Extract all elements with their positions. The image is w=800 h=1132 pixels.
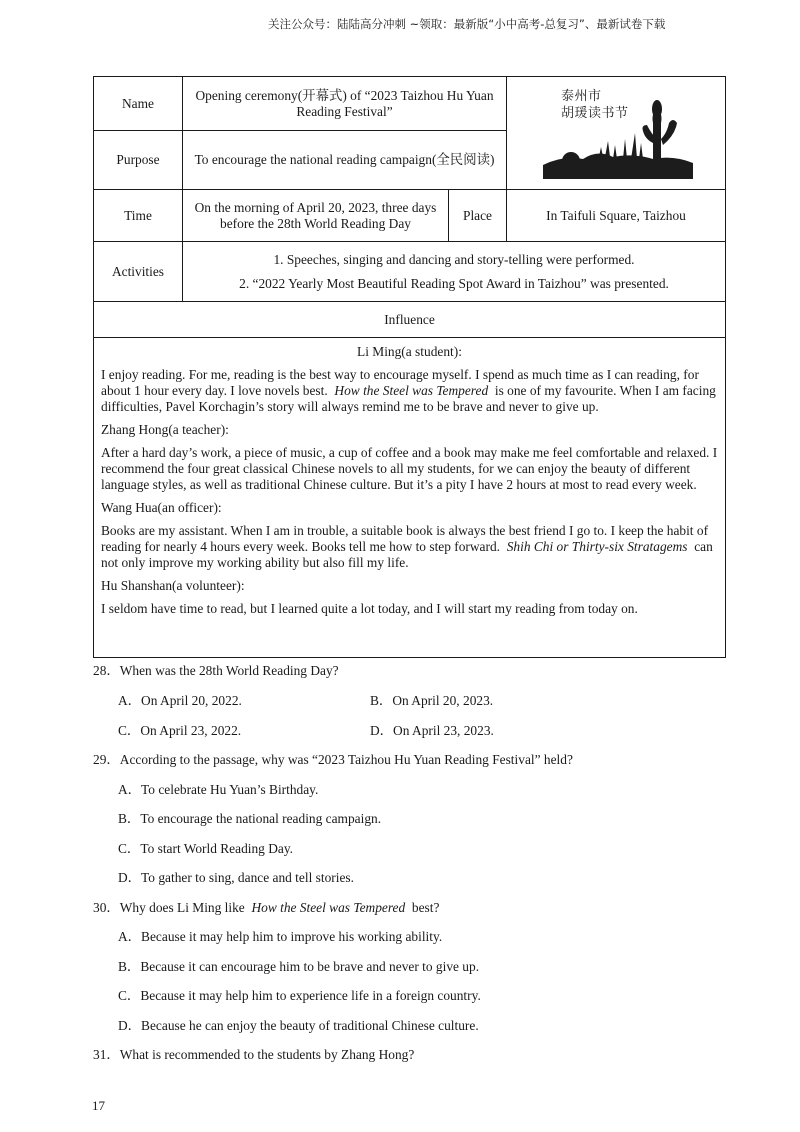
question-28: 28．When was the 28th World Reading Day? <box>93 663 339 678</box>
option-28-c[interactable]: C．On April 23, 2022. <box>118 723 242 738</box>
book-title: How the Steel was Tempered <box>251 900 406 915</box>
option-29-c[interactable]: C．To start World Reading Day. <box>118 841 294 856</box>
book-title: Shih Chi or Thirty-six Stratagems <box>506 539 688 554</box>
place-value: In Taifuli Square, Taizhou <box>507 190 726 242</box>
wang-hua-comment: Books are my assistant. When I am in trouble, a suitable book is always the best friend I go to. I keep the habit of reading for nearly 4 hours every week. Books tell me how to step forward. Shih Chi or Thirty-six Stratagems can not only improve my working ability but also fill my life. <box>101 523 713 570</box>
festival-info-table <box>93 76 725 657</box>
zhang-hong-heading: Zhang Hong(a teacher): <box>101 422 229 437</box>
option-29-a[interactable]: A．To celebrate Hu Yuan’s Birthday. <box>118 782 319 797</box>
activity-item: 1. Speeches, singing and dancing and story-telling were performed. <box>273 251 635 267</box>
zhang-hong-comment: After a hard day’s work, a piece of music, a cup of coffee and a book may make me feel comfortable and relaxed. I recommend the four great classical Chinese novels to all my students, for we can enjoy the beauty of different language styles, as well as traditional Chinese culture. But it’s a pity I have 2 hours at most to read every week. <box>101 445 718 492</box>
book-title: How the Steel was Tempered <box>334 383 489 398</box>
logo-text-festival: 胡瑗读书节 <box>561 106 629 121</box>
hu-shanshan-heading: Hu Shanshan(a volunteer): <box>101 578 245 593</box>
time-label: Time <box>94 190 183 242</box>
festival-logo <box>507 77 726 190</box>
purpose-label: Purpose <box>94 131 183 190</box>
name-label: Name <box>94 77 183 131</box>
wang-hua-heading: Wang Hua(an officer): <box>101 500 222 515</box>
time-value: On the morning of April 20, 2023, three days before the 28th World Reading Day <box>183 190 449 242</box>
page-number: 17 <box>92 1098 105 1113</box>
influence-comments <box>94 338 726 658</box>
influence-label: Influence <box>94 302 726 338</box>
li-ming-heading: Li Ming(a student): <box>357 344 462 359</box>
name-value: Opening ceremony(开幕式) of “2023 Taizhou Hu Yuan Reading Festival” <box>183 77 507 131</box>
option-30-a[interactable]: A．Because it may help him to improve his working ability. <box>118 929 443 944</box>
li-ming-comment: I enjoy reading. For me, reading is the best way to encourage myself. I spend as much time as I can reading, for about 1 hour every day. I love novels best. How the Steel was Tempered is one of my favourite. When I am facing difficulties, Pavel Korchagin’s story will always remind me to be brave and never to give up. <box>101 367 716 414</box>
activities-label: Activities <box>94 242 183 302</box>
option-28-b[interactable]: B．On April 20, 2023. <box>370 693 494 708</box>
option-28-a[interactable]: A．On April 20, 2022. <box>118 693 242 708</box>
hu-shanshan-comment: I seldom have time to read, but I learned quite a lot today, and I will start my reading from today on. <box>101 601 638 616</box>
option-29-b[interactable]: B．To encourage the national reading campaign. <box>118 811 382 826</box>
header-note: 关注公众号：陆陆高分冲刺 ~领取：最新版“小中高考-总复习”、最新试卷下载 <box>268 17 666 31</box>
option-30-d[interactable]: D．Because he can enjoy the beauty of traditional Chinese culture. <box>118 1018 479 1033</box>
option-28-d[interactable]: D．On April 23, 2023. <box>370 723 494 738</box>
option-29-d[interactable]: D．To gather to sing, dance and tell stories. <box>118 870 354 885</box>
option-30-b[interactable]: B．Because it can encourage him to be brave and never to give up. <box>118 959 480 974</box>
question-30: 30．Why does Li Ming like How the Steel was Tempered best? <box>93 900 440 915</box>
place-label: Place <box>449 190 507 242</box>
question-31: 31．What is recommended to the students by Zhang Hong? <box>93 1047 415 1062</box>
question-29: 29．According to the passage, why was “2023 Taizhou Hu Yuan Reading Festival” held? <box>93 752 573 767</box>
logo-text-city: 泰州市 <box>561 89 602 104</box>
option-30-c[interactable]: C．Because it may help him to experience life in a foreign country. <box>118 988 481 1003</box>
activity-item: 2. “2022 Yearly Most Beautiful Reading Spot Award in Taizhou” was presented. <box>239 275 669 291</box>
activities-value <box>183 242 726 302</box>
purpose-value: To encourage the national reading campaign(全民阅读) <box>183 131 507 190</box>
